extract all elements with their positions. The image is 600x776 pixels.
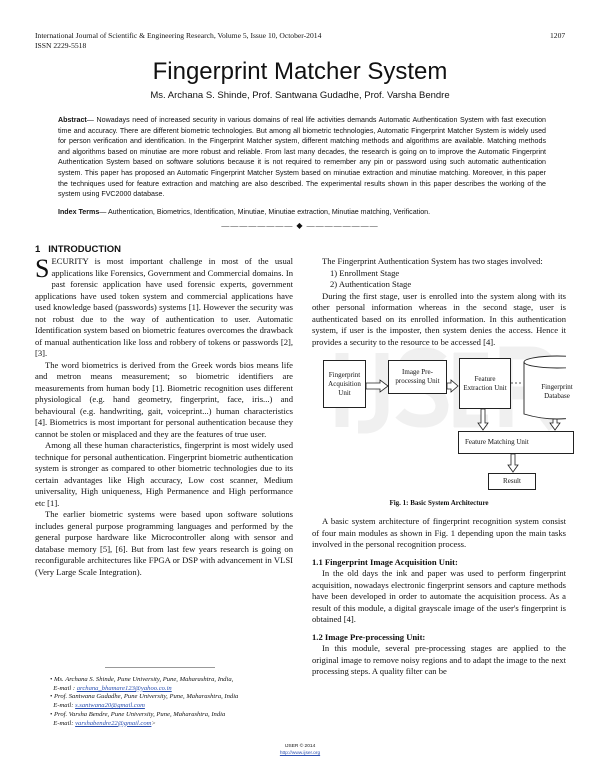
index-terms bbox=[58, 207, 546, 218]
paragraph: In this module, several pre-processing stages are applied to the original image to remove noisy regions and to adapt the image to the next processing steps. A quality filter can be bbox=[312, 643, 566, 676]
abstract-text: — Nowadays need of increased security in various domains of real life activities demands Automatic Authentication System with fast execution time and accuracy. There are different biometric technologies. But among all biometric technologies, Automatic Fingerprint Matcher System is widely used for person verification and identification. In the Fingerprint Matcher system, different matching methods and algorithms are available. Matching methods and algorithms based on minutiae are more robust and reliable. From last many decades, the research is going on to improve the Automatic Fingerprint Authentication System based on software solutions because it is not required to remember any pin or password using such automatic authentication system. This paper has proposed an Automatic Fingerprint Matcher System based on minutiae extraction and minutiae matching. Moreover, in this paper the techniques used for feature extraction and matching are also described. The experimental results shown in this paper describes the working of the system using FVC2000 database. bbox=[58, 116, 546, 199]
email-link[interactable]: varshabendre22@gmail.com bbox=[75, 719, 152, 727]
drop-cap: S bbox=[35, 254, 50, 283]
arrow-right-icon bbox=[447, 380, 458, 392]
footnote-text: Prof. Varsha Bendre, Pune University, Pune, Maharashtra, India bbox=[53, 710, 226, 718]
list-item: 2) Authentication Stage bbox=[330, 279, 412, 289]
paper-title: Fingerprint Matcher System bbox=[152, 58, 448, 85]
email-label: E-mail : bbox=[53, 684, 77, 692]
right-column bbox=[312, 256, 573, 678]
arrow-down-icon bbox=[508, 454, 518, 472]
figure-1 bbox=[312, 348, 573, 516]
section-number: 1 bbox=[35, 244, 41, 255]
result-box: Result bbox=[488, 473, 536, 490]
list-item: 1) Enrollment Stage bbox=[330, 267, 400, 278]
extraction-unit-box: Feature Extraction Unit bbox=[459, 358, 511, 409]
footnotes bbox=[50, 676, 300, 728]
page-number: 1207 bbox=[550, 31, 566, 40]
index-terms-label: Index Terms bbox=[58, 207, 100, 216]
separator: ———————— ◆ ———————— bbox=[221, 221, 379, 230]
email-link[interactable]: s.santwana20@gmail.com bbox=[75, 702, 145, 710]
index-terms-text: — Authentication, Biometrics, Identification, Minutiae, Minutiae extraction, Minutiae matching, Verification. bbox=[99, 207, 431, 216]
paragraph: The earlier biometric systems were based upon software solutions includes general purpose programming languages and performed by the general purpose hardware like Microcontroller along with sensor and database memory [5], [6]. But from last few years research is going on reconfigurable architectures like FPGA or DSP with advancement in VLSI (Very Large Scale Integration). bbox=[35, 509, 293, 577]
subsection-heading: 1.1 Fingerprint Image Acquisition Unit: bbox=[312, 556, 458, 567]
left-column bbox=[35, 256, 293, 578]
subsection-heading: 1.2 Image Pre-processing Unit: bbox=[312, 631, 426, 642]
abstract bbox=[58, 115, 546, 217]
paragraph: In the old days the ink and paper was used to perform fingerprint acquisition, nowadays electronic fingerprint sensors and capture methods have been developed in order to automate the acquisition process. As a result of this module, a digital grayscale image of the user's fingerprint is obtained [4]. bbox=[312, 568, 566, 624]
footer-url bbox=[0, 751, 600, 756]
email-label: E-mail: bbox=[53, 702, 76, 710]
footer-copyright: IJSER © 2014 bbox=[284, 744, 316, 749]
email-link[interactable]: archana_bhamare123@yahoo.co.in bbox=[76, 684, 172, 692]
footnote-text: Ms. Archana S. Shinde, Pune University, Pune, Maharashtra, India, bbox=[53, 676, 234, 683]
footnote: • Ms. Archana S. Shinde, Pune University, Pune, Maharashtra, India, E-mail : archana_bhamare123@yahoo.co.in bbox=[50, 676, 234, 692]
paragraph: The word biometrics is derived from the Greek words bios means life and metron means measurement; so biometric identifiers are measurements from human body [1]. Biometric recognition uses different physiological (e.g. hand geometry, fingerprint, face, iris...) and behavioural (e.g. handwriting, gait, voiceprint...) human characteristics [4]. Biometrics is most important for personal authentication because they cannot be stolen or misplaced and they are the features of true user. bbox=[35, 359, 293, 439]
footnote: • Prof. Santwana Gudadhe, Pune University, Pune, Maharashtra, India E-mail: s.santwana20@gmail.com bbox=[50, 693, 239, 710]
abstract-label: Abstract bbox=[58, 116, 87, 124]
footer-link[interactable]: http://www.ijser.org bbox=[279, 751, 321, 756]
section-title: INTRODUCTION bbox=[48, 244, 122, 255]
footnote-rule bbox=[105, 667, 215, 668]
paragraph: During the first stage, user is enrolled into the system along with its other personal information whereas in the second stage, user is authenticated based on its enrolled information. In this authentication system, if user is the imposter, then system denies the access. Hence it provides a security to the resource to be accessed [4]. bbox=[312, 290, 566, 347]
database-label: Fingerprint Database bbox=[541, 383, 573, 400]
preprocessing-unit-box: Image Pre-processing Unit bbox=[388, 360, 447, 394]
footnote-text: Prof. Santwana Gudadhe, Pune University, Pune, Maharashtra, India bbox=[53, 693, 239, 701]
paragraph: ECURITY is most important challenge in most of the usual applications like Forensics, Government and Commercial domains. In past forensic application have used forensic experts, government applications have used token system and commercial applications have used knowledge based (passwords) systems [1]. However the security was not robust due to the way of authentication to user. Automatic Identification system based on biometric features overcomes the drawback of manual authentication like loss and robbery of tokens or passwords [2], [3]. bbox=[35, 256, 293, 358]
journal-header: International Journal of Scientific & Engineering Research, Volume 5, Issue 10, October-2014 bbox=[35, 31, 322, 40]
matching-unit-box: Feature Matching Unit bbox=[458, 431, 574, 454]
footnote-tail: > bbox=[151, 719, 156, 727]
arrow-down-icon bbox=[478, 409, 488, 430]
acquisition-unit-box: Fingerprint Acquisition Unit bbox=[323, 360, 366, 408]
paragraph: The Fingerprint Authentication System has two stages involved: bbox=[322, 256, 543, 266]
authors: Ms. Archana S. Shinde, Prof. Santwana Gudadhe, Prof. Varsha Bendre bbox=[150, 90, 450, 101]
paragraph: A basic system architecture of fingerprint recognition system consist of four main modules as shown in Fig. 1 depending upon the main tasks involved in the personal recognition process. bbox=[312, 516, 566, 549]
email-label: E-mail: bbox=[53, 719, 76, 727]
footnote: • Prof. Varsha Bendre, Pune University, Pune, Maharashtra, India E-mail: varshabendre22@gmail.com> bbox=[50, 710, 226, 727]
figure-caption: Fig. 1: Basic System Architecture bbox=[389, 499, 489, 507]
issn: ISSN 2229-5518 bbox=[35, 41, 87, 50]
arrow-right-icon bbox=[366, 380, 388, 392]
paragraph: Among all these human characteristics, fingerprint is most widely used technique for personal authentication. Fingerprint biometric authentication system is stronger as compared to other biometric technologies due to its certain advantages like High accuracy, Low cost scanner, Medium universality, High uniqueness, High Permanence and High performance etc [1]. bbox=[35, 440, 293, 508]
arrow-down-icon bbox=[550, 419, 560, 430]
